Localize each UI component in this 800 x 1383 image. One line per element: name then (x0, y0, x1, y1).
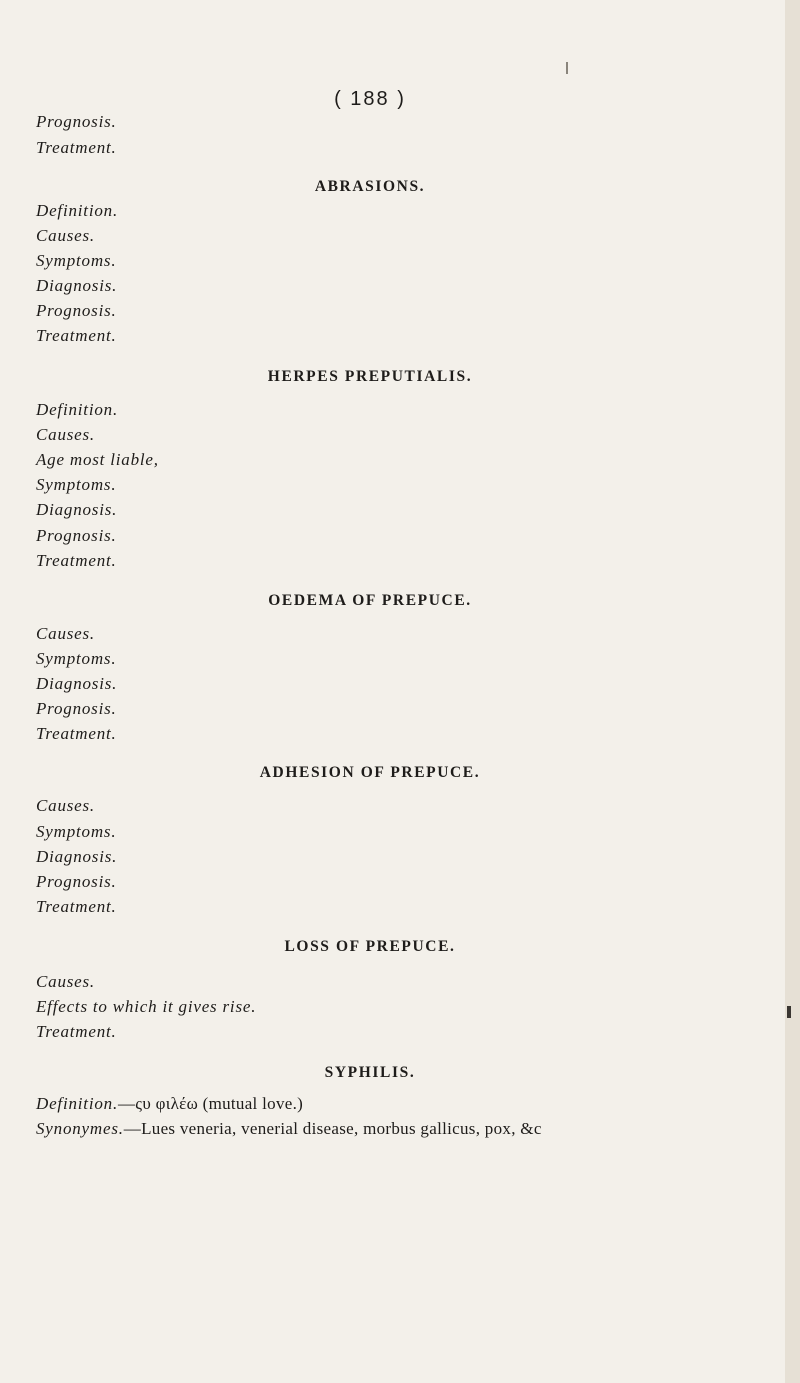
page-number: ( 188 ) (334, 88, 406, 110)
abrasions-item: Prognosis. (36, 301, 117, 320)
abrasions-item: Causes. (36, 226, 95, 245)
abrasions-item: Definition. (36, 201, 118, 220)
loss-item: Effects to which it gives rise. (36, 997, 257, 1016)
loss-item: Treatment. (36, 1022, 117, 1041)
definition-label: Definition. (36, 1094, 118, 1113)
syphilis-synonyms (36, 1119, 542, 1139)
abrasions-item: Diagnosis. (36, 276, 118, 295)
adhesion-item: Prognosis. (36, 872, 117, 891)
herpes-item: Definition. (36, 400, 118, 419)
abrasions-item: Treatment. (36, 326, 117, 345)
heading-herpes-preputialis: HERPES PREPUTIALIS. (267, 368, 473, 385)
herpes-item: Causes. (36, 425, 95, 444)
definition-text: —ςυ φιλέω (mutual love.) (118, 1094, 304, 1113)
herpes-item: Prognosis. (36, 526, 117, 545)
herpes-item: Symptoms. (36, 475, 117, 494)
oedema-item: Causes. (36, 624, 95, 643)
heading-loss-of-prepuce: LOSS OF PREPUCE. (284, 938, 456, 955)
top-prognosis: Prognosis. (36, 112, 117, 131)
oedema-item: Symptoms. (36, 649, 117, 668)
page-edge-shadow (785, 0, 800, 1383)
herpes-item: Treatment. (36, 551, 117, 570)
heading-oedema-of-prepuce: OEDEMA OF PREPUCE. (268, 592, 472, 609)
synonyms-text: —Lues veneria, venerial disease, morbus gallicus, pox, &c (123, 1119, 542, 1138)
adhesion-item: Treatment. (36, 897, 117, 916)
adhesion-item: Symptoms. (36, 822, 117, 841)
oedema-item: Diagnosis. (36, 674, 118, 693)
oedema-item: Treatment. (36, 724, 117, 743)
syphilis-definition (36, 1094, 303, 1114)
heading-syphilis: SYPHILIS. (324, 1064, 416, 1081)
top-treatment: Treatment. (36, 138, 117, 157)
herpes-item: Age most liable, (36, 450, 159, 469)
adhesion-item: Diagnosis. (36, 847, 118, 866)
synonyms-label: Synonymes. (36, 1119, 124, 1138)
oedema-item: Prognosis. (36, 699, 117, 718)
ink-speck (787, 1006, 791, 1018)
herpes-item: Diagnosis. (36, 500, 118, 519)
ink-speck (566, 62, 568, 74)
adhesion-item: Causes. (36, 796, 95, 815)
heading-abrasions: ABRASIONS. (314, 178, 426, 195)
loss-item: Causes. (36, 972, 95, 991)
heading-adhesion-of-prepuce: ADHESION OF PREPUCE. (259, 764, 481, 781)
abrasions-item: Symptoms. (36, 251, 117, 270)
